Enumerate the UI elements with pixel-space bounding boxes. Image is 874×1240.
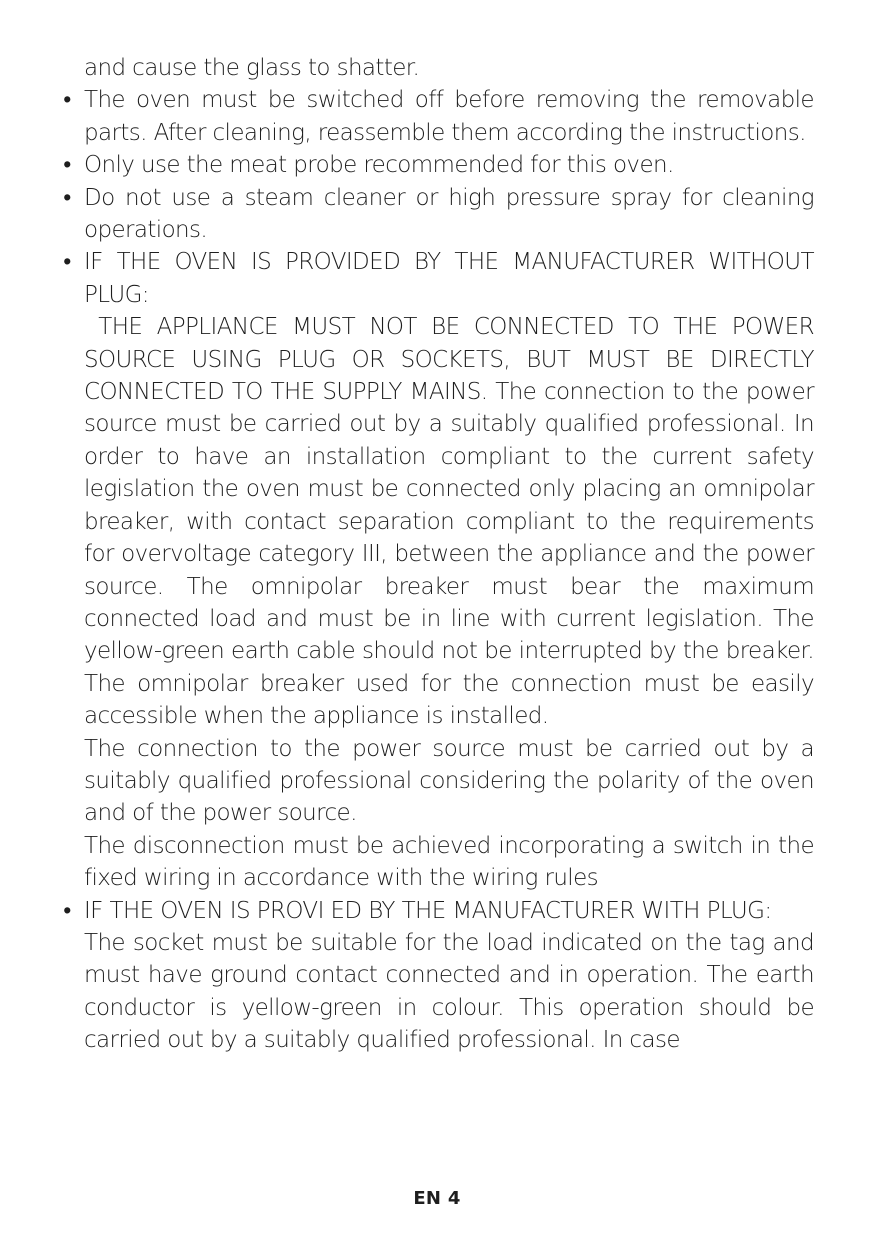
- list-item: [63, 84, 814, 149]
- continuation-paragraph: and cause the glass to shatter.: [84, 55, 420, 81]
- list-item-text: Do not use a steam cleaner or high pressure spray for cleaning operations.: [84, 184, 814, 244]
- page-number: EN 4: [413, 1188, 461, 1209]
- list-item-heading: IF THE OVEN IS PROVIDED BY THE MANUFACTURER WITHOUT PLUG:: [84, 249, 814, 308]
- bullet-icon: •: [63, 152, 71, 179]
- list-item-text: The disconnection must be achieved incorporating a switch in the fixed wiring in accordance with the wiring rules: [84, 832, 814, 892]
- list-item-text: THE APPLIANCE MUST NOT BE CONNECTED TO THE POWER SOURCE USING PLUG OR SOCKETS, BUT MUST BE DIRECTLY CONNECTED TO THE SUPPLY MAINS. The connection to the power source must be carried out by a suitably qualified professional. In order to have an installation compliant to the current safety legislation the oven must be connected only placing an omnipolar breaker, with contact separation compliant to the requirements for overvoltage category III, between the appliance and the power source. The omnipolar breaker must bear the maximum connected load and must be in line with current legislation. The yellow-green earth cable should not be interrupted by the breaker. The omnipolar breaker used for the connection must be easily accessible when the appliance is installed.: [84, 314, 814, 730]
- list-item-text: Only use the meat probe recommended for this oven.: [84, 152, 674, 179]
- list-item: [63, 895, 814, 1057]
- list-item-heading: IF THE OVEN IS PROVI ED BY THE MANUFACTURER WITH PLUG:: [84, 897, 772, 924]
- list-item: [63, 149, 814, 181]
- list-item-text: The socket must be suitable for the load indicated on the tag and must have ground contact connected and in operation. The earth conductor is yellow-green in colour. This operation should be carried out by a suitably qualified professional. In case: [84, 929, 814, 1054]
- bullet-icon: •: [63, 87, 71, 114]
- list-item: [63, 182, 814, 247]
- list-item-text: The connection to the power source must be carried out by a suitably qualified professional considering the polarity of the oven and of the power source.: [84, 735, 814, 827]
- bullet-icon: •: [63, 184, 71, 211]
- list-item-text: The oven must be switched off before removing the removable parts. After cleaning, reassemble them according the instructions.: [84, 87, 814, 146]
- bullet-icon: •: [63, 249, 71, 276]
- bullet-icon: •: [63, 897, 71, 924]
- body-text: [63, 52, 814, 1057]
- list-item: [63, 246, 814, 894]
